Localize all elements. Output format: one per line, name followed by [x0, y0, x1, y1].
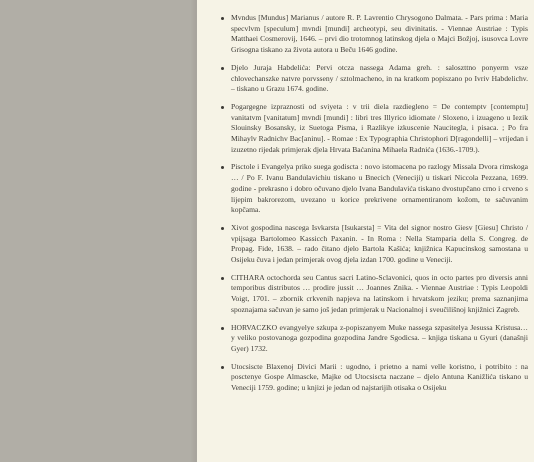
- bullet-icon: [221, 17, 224, 20]
- bibliography-entry: [221, 13, 528, 56]
- bullet-icon: [221, 277, 224, 280]
- entry-text: HORVACZKO evangyelye szkupa z-popiszanyem Muke nassega szpasitelya Jesussa Kristusa… y velikо postovanoga gozpodina gozpodina Jandre Sgodicsa. – knjiga tiskana u Gyuri (današnji Gyer) 1732.: [231, 322, 528, 353]
- bibliography-entry: [221, 323, 528, 355]
- entry-text: Pisctole i Evangelya priko suega godiscta : novo istomacena po razlogy Missala Dvora rimskoga … / Po F. Ivanu Bandulavichiu tiskano u Bnecich (Veneciji) u tiskari Niccola Pezzana, 1699. godine - prekrasno i dobro očuvano djelo Ivana Bandulavića tiskano dvostupčano crno i crveno s lijepim bakrorezom, uvezano u korice prekrivene ornamentiranom kožom, te sačuvanim kopčama.: [231, 162, 528, 215]
- entry-text: Mvndus [Mundus] Marianus / autore R. P. Lavrentio Chrysogono Dalmata. - Pars prima : Maria specvlvm [speculum] mvndi [mundi] archeotypi, seu divinitatis. - Viennae Austriae : Typis Matthaei Cosmerovij, 1646. – prvi dio trotomnog latinskog djela o Majci Božjoj, isusovca Lovre Grisogna tiskano za života autora u Beču 1646 godine.: [231, 13, 528, 55]
- bullet-icon: [221, 67, 224, 70]
- bibliography-entry: [221, 63, 528, 95]
- bibliography-entry: [221, 102, 528, 156]
- bibliography-list: [221, 13, 528, 401]
- bullet-icon: [221, 166, 224, 169]
- bullet-icon: [221, 366, 224, 369]
- left-margin-band: [0, 0, 196, 462]
- entry-text: CITHARA octochorda seu Cantus sacri Latino-Sclavonici, quos in octo partes pro diversis anni temporibus distributos … prodire jussit … Joannes Znika. - Viennae Austriae : Typis Leopoldi Voigt, 1701. – zbornik crkvenih napjeva na latinskom i hrvatskom jeziku; prema saznanjima spoznajama sačuvan je samo još jedan primjerak u Nacionalnoj i sveučilišnoj knjižnici Zagreb.: [231, 272, 528, 314]
- entry-text: Utocsiscte Blaxenoj Divici Marii : ugodno, i prietno a nami velle koristno, i potribito : na posctenye Gospe Almascke, Majke od Utocsiscta naczane – djelo Antuna Kanižlića tiskano u Veneciji 1759. godine; u knjizi je jedan od najstarijih otisaka o Osijeku: [231, 361, 528, 393]
- entry-text: Xivot gospodina nascega Isvkarsta [Isukarsta] = Vita del signor nostro Giesv [Giesu] Christo / vpiįsaga Bartolomeo Kassicch Paxanin. - In Roma : Nella Stamparia della S. Congreg. de Propag. Fide, 1638. – rado čitano djelo Bartola Kašića; knjižnica Kapucinskog samostana u Osijeku čuva i jedan primjerak ovog djela izdan 1700. godine u Veneciji.: [231, 222, 528, 265]
- bullet-icon: [221, 227, 224, 230]
- bibliography-entry: [221, 273, 528, 316]
- entry-text: Djelo Juraja Habdelića: Pervi otcza nassega Adama greh. : saloszttno ponyerm vsze chlovechanszke natvre porvsseny / sztolmacheno, in na kratkom popiszano po Ivriv Habdelichv. – tiskano u Grazu 1674. godine.: [231, 62, 528, 94]
- entry-text: Pogargegne izpraznosti od sviyeta : v trii diela razdiegleno = De contemptv [contemptu] vanitatvm [vanitatum] mvndi [mundi] : libri tres Illyrico idiomate / Sloxeno, i izuageno u Iezik Slouinsky Bosansky, iz Suetoga Pisma, i Razlikye izkuscenie Naucitegla, i pisaca. ; Po fra Mihaylv Radnichv Bac[aninu]. - Romae : Ex Typographia Christophori D[ragondelli] – vrijedan i izuzetno rijedak primjerak djela Hrvata Baćanina Mihaela Radnića (1636.-1709.).: [231, 101, 528, 154]
- bullet-icon: [221, 106, 224, 109]
- bibliography-entry: [221, 362, 528, 394]
- bibliography-entry: [221, 162, 528, 216]
- bullet-icon: [221, 327, 224, 330]
- bibliography-entry: [221, 223, 528, 266]
